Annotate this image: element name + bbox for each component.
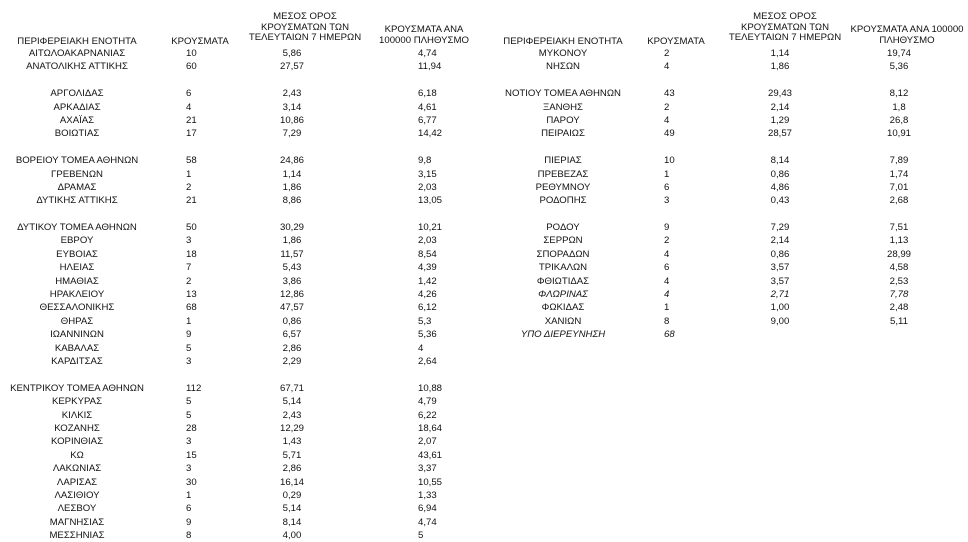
table-row — [0, 60, 480, 73]
cell-avg: 7,29 — [282, 128, 302, 140]
cell-region: ΣΠΟΡΑΔΩΝ — [536, 248, 590, 260]
cell-per100k: 4,39 — [418, 262, 437, 274]
table-spacer — [0, 74, 480, 87]
table-row — [488, 60, 968, 73]
table-row — [0, 248, 480, 261]
cell-cases: 4 — [664, 275, 670, 287]
table-row — [488, 194, 968, 207]
cell-avg: 10,86 — [279, 114, 304, 126]
cell-per100k: 5,36 — [418, 329, 437, 341]
cell-per100k: 7,01 — [889, 181, 909, 193]
cell-avg: 2,86 — [282, 463, 302, 475]
cell-cases: 21 — [186, 195, 197, 207]
table-spacer — [0, 141, 480, 154]
header-per100k: ΚΡΟΥΣΜΑΤΑ ΑΝΑ 100000 ΠΛΗΘΥΣΜΟ — [379, 24, 469, 46]
table-row — [488, 168, 968, 181]
cell-per100k: 6,18 — [418, 88, 437, 100]
cell-per100k: 6,77 — [418, 114, 437, 126]
cell-per100k: 6,94 — [418, 503, 437, 515]
cell-per100k: 26,8 — [889, 114, 909, 126]
cell-region: ΚΑΒΑΛΑΣ — [54, 342, 100, 354]
cell-cases: 6 — [186, 88, 192, 100]
cell-region: ΛΑΡΙΣΑΣ — [56, 476, 98, 488]
table-row — [488, 261, 968, 274]
cell-cases: 21 — [186, 114, 197, 126]
cell-cases: 4 — [664, 248, 670, 260]
cell-region: ΘΕΣΣΑΛΟΝΙΚΗΣ — [39, 302, 115, 314]
table-row — [0, 462, 480, 475]
cell-cases: 6 — [664, 181, 670, 193]
table-row — [0, 127, 480, 140]
cell-cases: 9 — [186, 516, 192, 528]
cell-per100k: 4,74 — [418, 48, 437, 59]
cell-avg: 5,71 — [282, 449, 302, 461]
cell-region: ΜΕΣΣΗΝΙΑΣ — [49, 530, 105, 542]
cell-region: ΚΙΛΚΙΣ — [61, 409, 93, 421]
cell-avg: 5,86 — [282, 48, 302, 59]
cell-avg: 8,86 — [282, 195, 302, 207]
header-cases: ΚΡΟΥΣΜΑΤΑ — [171, 36, 229, 47]
cell-cases: 112 — [186, 382, 202, 394]
cell-per100k: 6,22 — [418, 409, 437, 421]
cell-region: ΛΕΣΒΟΥ — [57, 503, 97, 515]
table-spacer — [488, 141, 968, 154]
cell-avg: 11,57 — [280, 248, 304, 260]
cell-per100k: 18,64 — [418, 422, 443, 434]
cell-avg: 4,00 — [282, 530, 302, 542]
table-row — [0, 449, 480, 462]
cell-cases: 10 — [664, 155, 675, 167]
cell-per100k: 2,07 — [418, 436, 437, 448]
table-row — [0, 516, 480, 529]
cell-cases: 6 — [186, 503, 192, 515]
cell-cases: 4 — [186, 101, 192, 113]
cell-per100k: 4 — [418, 342, 424, 354]
cell-avg: 0,86 — [770, 168, 790, 180]
cell-region: ΘΗΡΑΣ — [60, 315, 94, 327]
cell-region: ΚΩ — [70, 449, 84, 461]
table-row — [488, 47, 968, 60]
cell-region: ΛΑΚΩΝΙΑΣ — [52, 463, 102, 475]
table-row — [0, 342, 480, 355]
cell-per100k: 7,78 — [889, 289, 909, 301]
cell-per100k: 2,03 — [418, 181, 437, 193]
table-row — [0, 502, 480, 515]
table-row — [0, 101, 480, 114]
cell-region: ΗΜΑΘΙΑΣ — [55, 275, 99, 287]
cell-cases: 3 — [664, 195, 670, 207]
cell-avg: 8,14 — [282, 516, 302, 528]
cell-cases: 2 — [186, 181, 192, 193]
cell-region: ΕΥΒΟΙΑΣ — [56, 248, 98, 260]
cell-per100k: 11,94 — [418, 61, 442, 73]
cell-region: ΑΝΑΤΟΛΙΚΗΣ ΑΤΤΙΚΗΣ — [26, 61, 128, 73]
cell-region: ΓΡΕΒΕΝΩΝ — [51, 168, 103, 180]
table-row — [488, 275, 968, 288]
cell-cases: 4 — [664, 114, 670, 126]
cell-cases: 2 — [664, 235, 670, 247]
cell-per100k: 13,05 — [418, 195, 443, 207]
table-row — [0, 409, 480, 422]
cell-region: ΠΡΕΒΕΖΑΣ — [537, 168, 589, 180]
cell-cases: 6 — [664, 262, 670, 274]
table-row — [0, 301, 480, 314]
table-row — [488, 114, 968, 127]
table-row — [0, 181, 480, 194]
cell-per100k: 5,36 — [889, 61, 909, 73]
cell-per100k: 9,8 — [418, 155, 432, 167]
table-spacer — [488, 208, 968, 221]
header-per100k: ΚΡΟΥΣΜΑΤΑ ΑΝΑ 100000 ΠΛΗΘΥΣΜΟ — [850, 24, 964, 46]
table-row — [0, 489, 480, 502]
cell-avg: 1,14 — [282, 168, 302, 180]
right-table-body — [488, 47, 968, 342]
cell-region: ΦΩΚΙΔΑΣ — [541, 302, 585, 314]
cell-avg: 1,14 — [770, 48, 790, 59]
cell-avg: 29,43 — [767, 88, 792, 100]
cell-region: ΡΕΘΥΜΝΟΥ — [535, 181, 591, 193]
cell-region: ΗΡΑΚΛΕΙΟΥ — [49, 289, 105, 301]
cell-region: ΑΙΤΩΛΟΑΚΑΡΝΑΝΙΑΣ — [28, 48, 126, 59]
cell-region: ΗΛΕΙΑΣ — [59, 262, 95, 274]
cell-avg: 1,00 — [770, 302, 790, 314]
cell-cases: 1 — [186, 489, 192, 501]
table-spacer — [0, 208, 480, 221]
cell-cases: 2 — [664, 101, 670, 113]
cell-avg: 0,86 — [282, 315, 302, 327]
cell-cases: 15 — [186, 449, 197, 461]
cell-avg: 30,29 — [279, 222, 304, 234]
cell-cases: 5 — [186, 396, 192, 408]
cell-region: ΞΑΝΘΗΣ — [543, 101, 583, 113]
cell-avg: 1,86 — [282, 235, 302, 247]
cell-per100k: 4,26 — [418, 289, 437, 301]
table-row — [0, 114, 480, 127]
cell-avg: 8,14 — [770, 155, 790, 167]
cell-cases: 17 — [186, 128, 197, 140]
cell-cases: 5 — [186, 342, 192, 354]
table-row — [488, 288, 968, 301]
cell-avg: 47,57 — [279, 302, 304, 314]
left-table-header — [0, 0, 480, 46]
cell-region: ΚΟΡΙΝΘΙΑΣ — [50, 436, 104, 448]
cell-avg: 3,14 — [282, 101, 302, 113]
cell-per100k: 1,42 — [418, 275, 437, 287]
cell-region: ΔΥΤΙΚΟΥ ΤΟΜΕΑ ΑΘΗΝΩΝ — [17, 222, 137, 234]
cell-avg: 5,43 — [282, 262, 302, 274]
cell-per100k: 2,53 — [889, 275, 909, 287]
cell-avg: 0,29 — [282, 489, 302, 501]
cell-avg: 2,29 — [282, 355, 302, 367]
table-row — [488, 248, 968, 261]
header-avg: ΜΕΣΟΣ ΟΡΟΣ ΚΡΟΥΣΜΑΤΩΝ ΤΩΝ ΤΕΛΕΥΤΑΙΩΝ 7 ΗΜΕΡΩΝ — [728, 11, 842, 43]
cell-per100k: 43,61 — [418, 449, 443, 461]
cell-cases: 1 — [664, 168, 670, 180]
cell-per100k: 2,48 — [889, 302, 909, 314]
table-row — [0, 154, 480, 167]
cell-per100k: 8,54 — [418, 248, 437, 260]
table-row — [0, 47, 480, 60]
cell-cases: 18 — [186, 248, 197, 260]
table-row — [488, 315, 968, 328]
header-avg: ΜΕΣΟΣ ΟΡΟΣ ΚΡΟΥΣΜΑΤΩΝ ΤΩΝ ΤΕΛΕΥΤΑΙΩΝ 7 ΗΜΕΡΩΝ — [248, 11, 362, 43]
table-row — [0, 194, 480, 207]
table-row — [488, 154, 968, 167]
cell-per100k: 4,79 — [418, 396, 437, 408]
table-row — [0, 221, 480, 234]
cell-region: ΛΑΣΙΘΙΟΥ — [54, 489, 100, 501]
cell-per100k: 5,3 — [418, 315, 432, 327]
cell-cases: 10 — [186, 48, 197, 59]
cell-per100k: 4,61 — [418, 101, 437, 113]
cell-avg: 1,29 — [770, 114, 790, 126]
cell-cases: 49 — [664, 128, 675, 140]
cell-region: ΤΡΙΚΑΛΩΝ — [538, 262, 588, 274]
cell-region: ΧΑΝΙΩΝ — [544, 315, 582, 327]
cell-avg: 12,86 — [279, 289, 304, 301]
cell-cases: 13 — [186, 289, 197, 301]
cell-avg: 24,86 — [279, 155, 304, 167]
cell-avg: 6,57 — [282, 329, 302, 341]
cell-cases: 4 — [664, 61, 670, 73]
cell-per100k: 3,37 — [418, 463, 437, 475]
table-row — [488, 101, 968, 114]
cell-per100k: 1,33 — [418, 489, 437, 501]
table-row — [0, 168, 480, 181]
cell-avg: 0,86 — [770, 248, 790, 260]
cell-per100k: 7,89 — [889, 155, 909, 167]
cell-avg: 12,29 — [279, 422, 304, 434]
cell-region: ΦΛΩΡΙΝΑΣ — [538, 289, 588, 301]
table-row — [0, 422, 480, 435]
cell-region: ΝΟΤΙΟΥ ΤΟΜΕΑ ΑΘΗΝΩΝ — [505, 88, 621, 100]
table-row — [488, 301, 968, 314]
cell-region: ΣΕΡΡΩΝ — [543, 235, 583, 247]
cell-region: ΠΙΕΡΙΑΣ — [544, 155, 582, 167]
table-row — [0, 234, 480, 247]
cell-region: ΜΑΓΝΗΣΙΑΣ — [49, 516, 105, 528]
table-row — [0, 261, 480, 274]
header-region: ΠΕΡΙΦΕΡΕΙΑΚΗ ΕΝΟΤΗΤΑ — [17, 36, 137, 47]
right-table-header — [488, 0, 968, 46]
cell-avg: 2,14 — [770, 101, 790, 113]
table-row — [488, 87, 968, 100]
table-row — [488, 328, 968, 341]
table-spacer — [488, 74, 968, 87]
table-row — [0, 395, 480, 408]
cell-region: ΑΡΓΟΛΙΔΑΣ — [50, 88, 104, 100]
cell-region: ΦΘΙΩΤΙΔΑΣ — [536, 275, 590, 287]
cell-per100k: 1,13 — [889, 235, 909, 247]
table-row — [488, 127, 968, 140]
cell-cases: 5 — [186, 409, 192, 421]
cell-per100k: 14,42 — [418, 128, 443, 140]
table-row — [0, 275, 480, 288]
table-row — [0, 382, 480, 395]
cell-cases: 60 — [186, 61, 197, 73]
cell-per100k: 5,11 — [890, 315, 908, 327]
cell-cases: 3 — [186, 463, 192, 475]
cell-per100k: 5 — [418, 530, 424, 542]
cell-avg: 5,14 — [282, 503, 302, 515]
cell-avg: 3,57 — [770, 275, 790, 287]
table-row — [488, 221, 968, 234]
cell-region: ΑΡΚΑΔΙΑΣ — [53, 101, 101, 113]
cell-cases: 7 — [186, 262, 192, 274]
cell-region: ΚΑΡΔΙΤΣΑΣ — [51, 355, 103, 367]
cell-region: ΕΒΡΟΥ — [60, 235, 94, 247]
cell-avg: 1,86 — [770, 61, 790, 73]
cell-region: ΒΟΙΩΤΙΑΣ — [54, 128, 100, 140]
cell-per100k: 2,64 — [418, 355, 437, 367]
left-table-body — [0, 47, 480, 542]
header-region: ΠΕΡΙΦΕΡΕΙΑΚΗ ΕΝΟΤΗΤΑ — [503, 36, 623, 47]
cell-avg: 2,43 — [282, 88, 302, 100]
cell-avg: 0,43 — [770, 195, 790, 207]
cell-per100k: 7,51 — [889, 222, 909, 234]
cell-cases: 3 — [186, 355, 192, 367]
cell-cases: 2 — [664, 48, 670, 59]
cell-avg: 3,86 — [282, 275, 302, 287]
cell-per100k: 10,88 — [418, 382, 443, 394]
cell-region: ΜΥΚΟΝΟΥ — [538, 48, 588, 59]
cell-cases: 8 — [186, 530, 192, 542]
cell-region: ΔΥΤΙΚΗΣ ΑΤΤΙΚΗΣ — [36, 195, 118, 207]
cell-per100k: 4,74 — [418, 516, 437, 528]
cell-cases: 1 — [664, 302, 670, 314]
cell-region: ΝΗΣΩΝ — [546, 61, 580, 73]
cell-avg: 2,86 — [282, 342, 302, 354]
table-spacer — [0, 368, 480, 381]
cell-avg: 1,86 — [282, 181, 302, 193]
cell-region: ΑΧΑΪΑΣ — [59, 114, 95, 126]
cell-per100k: 10,55 — [418, 476, 443, 488]
cell-avg: 9,00 — [770, 315, 790, 327]
cell-cases: 43 — [664, 88, 675, 100]
table-row — [0, 328, 480, 341]
table-row — [0, 87, 480, 100]
cell-avg: 2,43 — [282, 409, 302, 421]
table-row — [0, 315, 480, 328]
cell-per100k: 1,74 — [889, 168, 909, 180]
table-row — [0, 529, 480, 542]
cell-cases: 50 — [186, 222, 197, 234]
cell-avg: 2,14 — [770, 235, 790, 247]
cell-per100k: 2,03 — [418, 235, 437, 247]
cell-cases: 58 — [186, 155, 197, 167]
cell-per100k: 28,99 — [886, 248, 911, 260]
cell-region: ΚΕΡΚΥΡΑΣ — [51, 396, 102, 408]
header-cases: ΚΡΟΥΣΜΑΤΑ — [647, 36, 705, 47]
cell-avg: 4,86 — [770, 181, 790, 193]
cell-cases: 9 — [664, 222, 670, 234]
cell-avg: 28,57 — [767, 128, 792, 140]
table-row — [488, 234, 968, 247]
cell-cases: 2 — [186, 275, 192, 287]
cell-region: ΡΟΔΟΠΗΣ — [539, 195, 587, 207]
cell-cases: 1 — [186, 315, 192, 327]
cell-per100k: 10,21 — [418, 222, 443, 234]
cell-region: ΠΕΙΡΑΙΩΣ — [541, 128, 585, 140]
cell-region: ΔΡΑΜΑΣ — [57, 181, 97, 193]
cell-cases: 28 — [186, 422, 197, 434]
table-row — [488, 181, 968, 194]
cell-cases: 1 — [186, 168, 192, 180]
cell-avg: 7,29 — [770, 222, 790, 234]
cell-avg: 5,14 — [282, 396, 302, 408]
cell-region: ΚΟΖΑΝΗΣ — [54, 422, 100, 434]
cell-per100k: 1,8 — [892, 101, 906, 113]
cell-cases: 68 — [186, 302, 197, 314]
cell-region: ΒΟΡΕΙΟΥ ΤΟΜΕΑ ΑΘΗΝΩΝ — [15, 155, 139, 167]
cell-avg: 16,14 — [279, 476, 304, 488]
cell-per100k: 6,12 — [418, 302, 437, 314]
cell-per100k: 10,91 — [886, 128, 911, 140]
cell-cases: 3 — [186, 436, 192, 448]
table-row — [0, 355, 480, 368]
cell-region: ΥΠΟ ΔΙΕΡΕΥΝΗΣΗ — [520, 329, 606, 341]
cell-avg: 67,71 — [279, 382, 304, 394]
cell-per100k: 8,12 — [889, 88, 909, 100]
cell-cases: 4 — [664, 289, 670, 301]
cell-avg: 2,71 — [770, 289, 790, 301]
cell-cases: 68 — [664, 329, 675, 341]
cell-per100k: 4,58 — [889, 262, 909, 274]
cell-avg: 1,43 — [282, 436, 302, 448]
cell-region: ΙΩΑΝΝΙΝΩΝ — [50, 329, 104, 341]
table-row — [0, 476, 480, 489]
cell-cases: 30 — [186, 476, 197, 488]
cell-region: ΡΟΔΟΥ — [546, 222, 580, 234]
cell-per100k: 3,15 — [418, 168, 437, 180]
cell-avg: 27,57 — [279, 61, 304, 73]
table-row — [0, 288, 480, 301]
table-row — [0, 435, 480, 448]
cell-per100k: 2,68 — [889, 195, 909, 207]
cell-per100k: 19,74 — [886, 48, 911, 59]
cell-cases: 9 — [186, 329, 192, 341]
cell-region: ΠΑΡΟΥ — [546, 114, 580, 126]
cell-region: ΚΕΝΤΡΙΚΟΥ ΤΟΜΕΑ ΑΘΗΝΩΝ — [10, 382, 144, 394]
cell-cases: 3 — [186, 235, 192, 247]
cell-avg: 3,57 — [770, 262, 790, 274]
cell-cases: 8 — [664, 315, 670, 327]
